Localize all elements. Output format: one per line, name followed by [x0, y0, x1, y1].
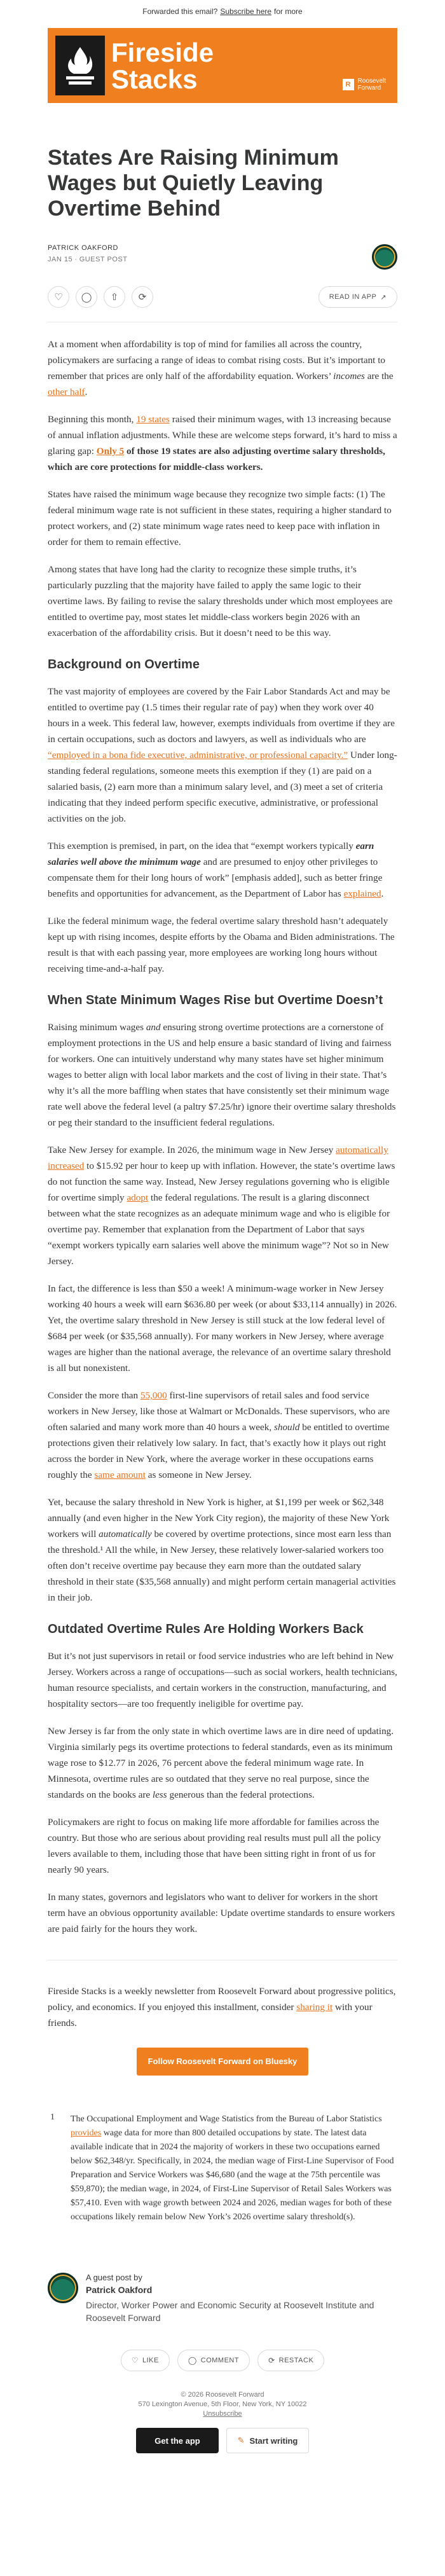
share-button[interactable]: [104, 286, 125, 308]
exemption-link[interactable]: “employed in a bona fide executive, administrative, or professional capacity.”: [48, 750, 348, 761]
paragraph: Like the federal minimum wage, the federal overtime salary threshold hasn’t adequately kept up with rising incomes, despite efforts by the Obama and Biden administrations. The result is that with each passing year, more employees are working long hours without receiving time-and-a-half pay.: [48, 916, 395, 974]
footer-buttons: [48, 2428, 397, 2453]
author-name[interactable]: PATRICK OAKFORD: [48, 244, 118, 252]
guest-name[interactable]: Patrick Oakford: [86, 2285, 153, 2295]
guest-role: Director, Worker Power and Economic Security at Roosevelt Institute and Roosevelt Forward: [86, 2300, 374, 2323]
guest-avatar[interactable]: [48, 2273, 78, 2303]
sharing-link[interactable]: sharing it: [296, 2002, 333, 2013]
author-avatar[interactable]: [372, 244, 397, 270]
guest-label: A guest post by: [86, 2273, 142, 2282]
restack-button[interactable]: [132, 286, 153, 308]
bottom-restack-button[interactable]: ⟳ RESTACK: [257, 2350, 324, 2371]
supervisors-count-link[interactable]: 55,000: [140, 1390, 167, 1401]
org-line2: Forward: [357, 85, 381, 92]
restack-icon: ⟳: [268, 2356, 275, 2365]
other-half-link[interactable]: other half: [48, 387, 85, 397]
bottom-comment-button[interactable]: ◯ COMMENT: [177, 2350, 250, 2371]
forwarded-bar: [0, 0, 445, 23]
roosevelt-forward-logo: [343, 78, 386, 92]
unsubscribe-link[interactable]: Unsubscribe: [203, 2410, 242, 2418]
newsletter-banner[interactable]: [48, 28, 397, 103]
share-icon: ⇧: [110, 291, 119, 303]
read-in-app-label: READ IN APP: [329, 293, 377, 301]
footnote-number[interactable]: 1: [50, 2112, 55, 2122]
explained-link[interactable]: explained: [343, 888, 381, 899]
paragraph: The vast majority of employees are covered by the Fair Labor Standards Act and may be entitled to overtime pay (1.5 times their regular rate of pay) when they work over 40 hours in a week. This federal law, however, exempts individuals from overtime if they are in certain occupations, such as doctors and lawyers, as well as individuals who are “employed in a bona fide executive, administrative, or professional capacity.” Under long-standing federal regulations, someone meets this exemption if they (1) are paid on a salaried basis, (2) earn more than a minimum salary level, and (3) meet a set of criteria indicating that they indeed perform specific executive, administrative, or professional activities on the job.: [48, 686, 397, 824]
paragraph: New Jersey is far from the only state in which overtime laws are in dire need of updating. Virginia similarly pegs its overtime protections to federal standards, even as its minimum wage rose to $12.77 in 2026, 76 percent above the federal minimum wage rate. In Minnesota, overtime rules are so outdated that they serve no real purpose, since the standards on the books are less generous than the federal protections.: [48, 1726, 394, 1800]
article-title[interactable]: States Are Raising Minimum Wages but Quietly Leaving Overtime Behind: [48, 146, 339, 221]
bottom-actions: [48, 2350, 397, 2371]
only-5-link[interactable]: Only 5: [96, 446, 125, 457]
forwarded-text: Forwarded this email?: [142, 7, 218, 16]
paragraph: Consider the more than 55,000 first-line supervisors of retail sales and food service workers in New Jersey, like those at Walmart or McDonalds. These supervisors, who are often salaried and many work more than 40 hours a week, should be entitled to overtime protections given their relatively low salary. In fact, that’s exactly how it plays out right across the border in New York, where the average worker in these occupations earns roughly the same amount as someone in New Jersey.: [48, 1390, 390, 1480]
same-amount-link[interactable]: same amount: [94, 1470, 146, 1480]
banner-title-line2: Stacks: [111, 64, 198, 94]
post-actions: [48, 286, 397, 308]
paragraph: Policymakers are right to focus on making life more affordable for families across the country. But those who are serious about providing real results must pull all the policy levers available to them, including those that have been sitting right in front of us for nearly 90 years.: [48, 1817, 381, 1875]
banner-title-line1: Fireside: [111, 38, 214, 67]
cta-text: Fireside Stacks is a weekly newsletter from Roosevelt Forward about progressive politics, policy, and economics. If you enjoyed this installment, consider sharing it with your friends.: [48, 1986, 396, 2028]
copyright: © 2026 Roosevelt Forward: [181, 2391, 264, 2399]
subscribe-link[interactable]: Subscribe here: [220, 7, 272, 16]
external-link-icon: ↗: [380, 293, 387, 301]
section-heading: When State Minimum Wages Rise but Overtime Doesn’t: [48, 993, 383, 1007]
provides-link[interactable]: provides: [71, 2128, 102, 2138]
adopt-link[interactable]: adopt: [127, 1192, 149, 1203]
post-type: GUEST POST: [79, 256, 128, 263]
footer: [48, 2390, 397, 2419]
paragraph: Among states that have long had the clarity to recognize these simple truths, it’s particularly puzzling that the majority have failed to apply the same logic to their overtime laws. By failing to revise the salary thresholds under which most employees are entitled to overtime pay, most states let middle-class workers begin 2026 with an exacerbation of the affordability crisis. But it doesn’t need to be this way.: [48, 564, 393, 638]
byline: [48, 244, 397, 270]
read-in-app-button[interactable]: [318, 286, 397, 308]
restack-icon: ⟳: [138, 291, 147, 303]
automatically-increased-link[interactable]: automatically increased: [48, 1145, 388, 1171]
forwarded-suffix: for more: [274, 7, 303, 16]
start-writing-button[interactable]: ✎ Start writing: [226, 2428, 309, 2453]
heart-icon: ♡: [131, 2356, 139, 2365]
pen-icon: ✎: [237, 2435, 245, 2446]
footnote: [48, 2112, 397, 2224]
paragraph: Beginning this month, 19 states raised their minimum wages, with 13 increasing because of annual inflation adjustments. While these are welcome steps forward, it’s hard to miss a glaring gap: Only 5 of those 19 states are also adjusting overtime salary thresholds, which are core protections for middle-class workers.: [48, 414, 397, 472]
states-link[interactable]: 19 states: [136, 414, 170, 425]
paragraph: In many states, governors and legislators who want to deliver for workers in the short term have an obvious opportunity available: Update overtime standards to ensure workers are paid fairly for the hours they work.: [48, 1892, 395, 1934]
comment-icon: ◯: [188, 2356, 197, 2365]
paragraph: Yet, because the salary threshold in New York is higher, at $1,199 per week or $62,348 annually (and even higher in the New York City region), the majority of these New York workers will automatically be covered by overtime protections, since most earn less than the threshold.¹ All the while, in New Jersey, these relatively lower-salaried workers too often don’t receive overtime pay because they earn more than the outdated salary threshold in their state ($35,568 annually) and might perform certain managerial activities in their job.: [48, 1497, 396, 1603]
article-body: [48, 336, 397, 1937]
footnote-text: The Occupational Employment and Wage Statistics from the Bureau of Labor Statistics provides wage data for more than 800 detailed occupations by state. The latest data available indicate that in 2024 the majority of workers in these two occupations earned below $62,348/yr. Specifically, in 2024, the median wage of First-Line Supervisor of Food Preparation and Service Workers was $46,680 (and the wage at the 75th percentile was $59,870); the median wage, in 2024, of First-Line Supervisor of Retail Sales Workers was $57,410. Even with wage growth between 2024 and 2026, median wages for both of these occupations likely remain below New York’s 2026 overtime salary threshold(s).: [71, 2114, 394, 2222]
paragraph: States have raised the minimum wage because they recognize two simple facts: (1) The federal minimum wage rate is not sufficient in these states, requiring a higher standard to protect workers, and (2) state minimum wage rates need to keep pace with inflation in order for them to remain effective.: [48, 489, 392, 548]
follow-bluesky-button[interactable]: Follow Roosevelt Forward on Bluesky: [137, 2048, 308, 2076]
section-heading: Background on Overtime: [48, 658, 200, 672]
banner-title: [111, 39, 214, 93]
post-date: JAN 15: [48, 256, 73, 263]
guest-author-card: [48, 2273, 397, 2324]
paragraph: Raising minimum wages and ensuring strong overtime protections are a cornerstone of employment protections in the US and help ensure a basic standard of living and fairness for workers. One can intuitively understand why many states have set higher minimum wages to better align with local labor markets and the cost of living in their state. That’s why it’s all the more baffling when states that have consistently set their minimum wage rate well above the federal level (a paltry $7.25/hr) ignore their overtime salary thresholds or peg their standard to the insufficient federal regulations.: [48, 1022, 396, 1128]
bottom-like-button[interactable]: ♡ LIKE: [121, 2350, 170, 2371]
post-meta: JAN 15 ∙ GUEST POST: [48, 256, 128, 263]
section-heading: Outdated Overtime Rules Are Holding Workers Back: [48, 1622, 364, 1636]
heart-icon: ♡: [54, 291, 63, 303]
org-line1: Roosevelt: [357, 78, 386, 85]
address: 570 Lexington Avenue, 5th Floor, New York, NY 10022: [138, 2400, 307, 2408]
comment-button[interactable]: [76, 286, 97, 308]
roosevelt-mark-icon: R: [343, 79, 354, 90]
paragraph: But it’s not just supervisors in retail or food service industries who are left behind in New Jersey. Workers across a range of occupations—such as social workers, health technicians, human resource specialists, and certain workers in the construction, manufacturing, and hospitality sectors—are too frequently ineligible for overtime pay.: [48, 1651, 397, 1709]
paragraph: Take New Jersey for example. In 2026, the minimum wage in New Jersey automatically increased to $15.92 per hour to keep up with inflation. However, the state’s overtime laws do not function the same way. Instead, New Jersey regulations governing who is eligible for overtime simply adopt the federal regulations. The result is a glaring disconnect between what the state recognizes as an adequate minimum wage and who is eligible for overtime pay. Remember that explanation from the Department of Labor that says “exempt workers typically earn salaries well above the minimum wage”? Not so in New Jersey.: [48, 1145, 395, 1267]
paragraph: In fact, the difference is less than $50 a week! A minimum-wage worker in New Jersey working 40 hours a week will earn $636.80 per week (or about $33,114 annually) in 2026. Yet, the overtime salary threshold in New Jersey is still stuck at the low federal level of $684 per week (or $35,568 annually). For many workers in New Jersey, where average wages are higher than the national average, the relevance of an overtime salary threshold is all but nonexistent.: [48, 1283, 397, 1374]
paragraph: This exemption is premised, in part, on the idea that “exempt workers typically earn salaries well above the minimum wage and are presumed to enjoy other privileges to compensate them for their long hours of work” [emphasis added], such as better fringe benefits and opportunities for advancement, as the Department of Labor has explained.: [48, 841, 384, 899]
comment-icon: ◯: [81, 291, 92, 303]
get-app-button[interactable]: Get the app: [136, 2428, 219, 2453]
like-button[interactable]: [48, 286, 69, 308]
fireside-logo-icon: [55, 36, 105, 95]
paragraph: At a moment when affordability is top of mind for families all across the country, policymakers are surfacing a range of ideas to combat rising costs. But it’s important to remember that prices are only half of the affordability equation. Workers’ incomes are the other half.: [48, 339, 394, 397]
